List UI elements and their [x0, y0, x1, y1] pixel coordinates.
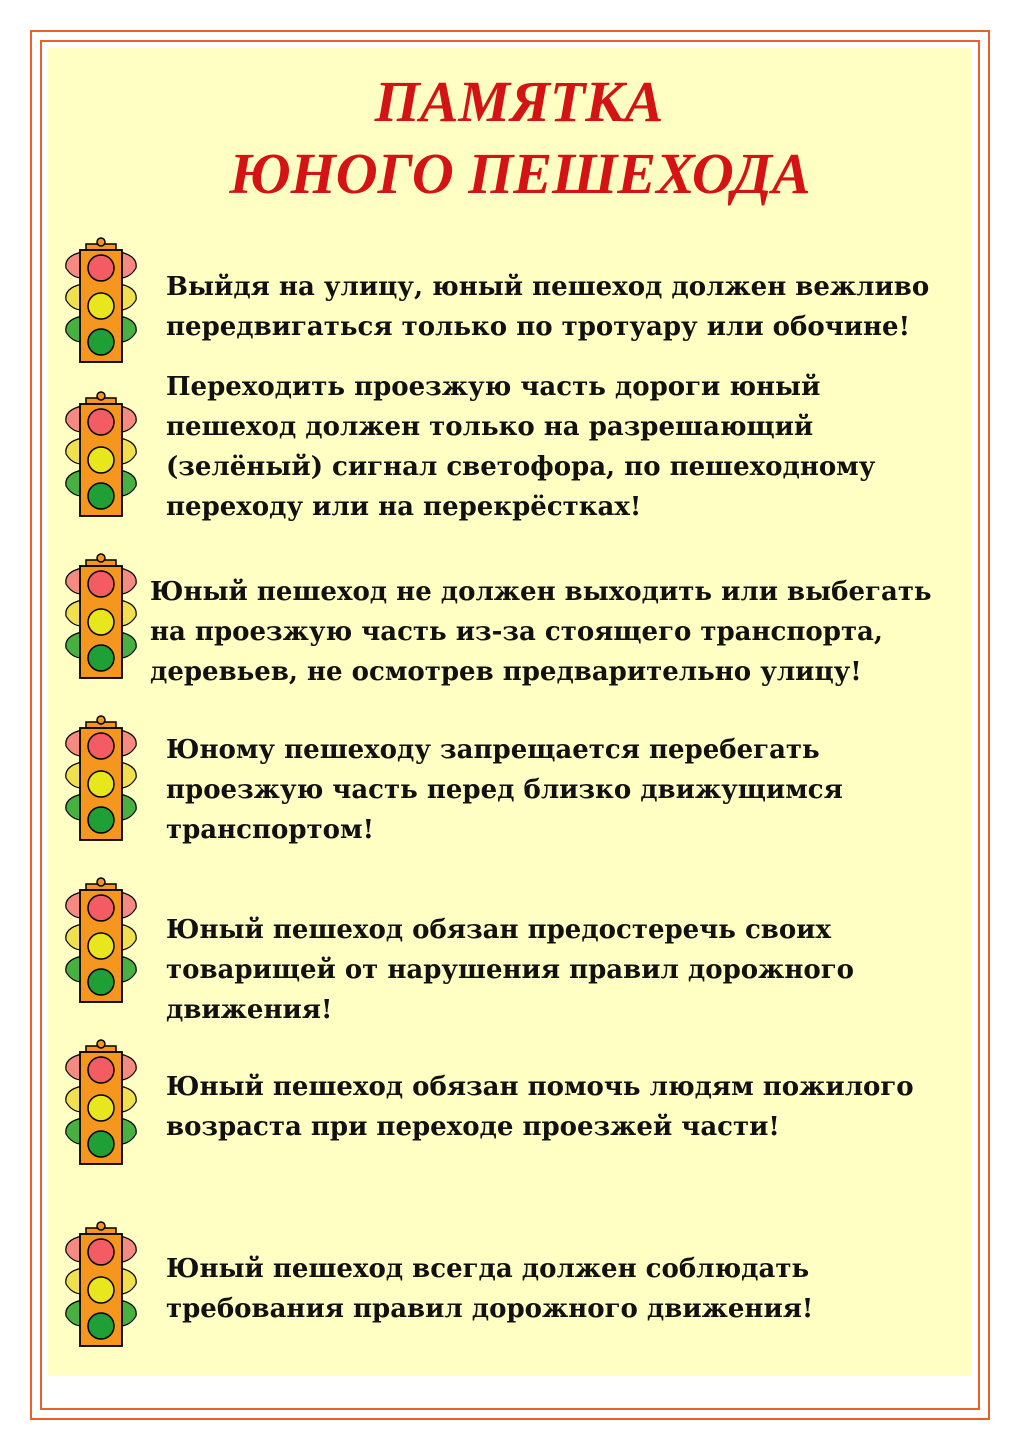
rule-item [166, 1249, 813, 1329]
rule-line: Юный пешеход обязан предостеречь своих [166, 915, 831, 945]
rule-line: Переходить проезжую часть дороги юный [166, 372, 821, 402]
rule-item [166, 367, 875, 527]
rule-line: возраста при переходе проезжей части! [166, 1112, 780, 1142]
traffic-light-icon [62, 390, 142, 520]
rule-line: Юный пешеход обязан помочь людям пожилого [166, 1072, 914, 1102]
rule-item [166, 267, 929, 347]
rule-line: Юный пешеход всегда должен соблюдать [166, 1254, 810, 1284]
rule-line: на проезжую часть из-за стоящего транспорта, [150, 617, 883, 647]
rule-line: передвигаться только по тротуару или обочине! [166, 312, 911, 342]
inner-frame [40, 40, 980, 1410]
memo-paper [48, 48, 972, 1376]
rule-line: транспортом! [166, 815, 374, 845]
rule-line: пешеход должен только на разрешающий [166, 412, 814, 442]
rule-line: Юному пешеходу запрещается перебегать [166, 735, 820, 765]
rule-item [166, 1067, 914, 1147]
rule-line: требования правил дорожного движения! [166, 1294, 814, 1324]
traffic-light-icon [62, 1038, 142, 1168]
title-line-2: ЮНОГО ПЕШЕХОДА [229, 141, 811, 206]
rule-line: переходу или на перекрёстках! [166, 492, 642, 522]
rule-item [166, 730, 843, 850]
rule-line: (зелёный) сигнал светофора, по пешеходному [166, 452, 876, 482]
traffic-light-icon [62, 714, 142, 844]
outer-frame [30, 30, 990, 1420]
rule-line: Выйдя на улицу, юный пешеход должен вежливо [166, 272, 930, 302]
rule-item [166, 910, 854, 1030]
traffic-light-icon [62, 236, 142, 366]
rule-line: товарищей от нарушения правил дорожного [166, 955, 854, 985]
rule-line: проезжую часть перед близко движущимся [166, 775, 843, 805]
traffic-light-icon [62, 876, 142, 1006]
traffic-light-icon [62, 1220, 142, 1350]
title-line-1: ПАМЯТКА [374, 69, 664, 134]
rule-line: деревьев, не осмотрев предварительно улицу! [150, 657, 862, 687]
rule-item [150, 572, 932, 692]
rule-line: движения! [166, 995, 333, 1025]
traffic-light-icon [62, 552, 142, 682]
rule-line: Юный пешеход не должен выходить или выбегать [150, 577, 932, 607]
